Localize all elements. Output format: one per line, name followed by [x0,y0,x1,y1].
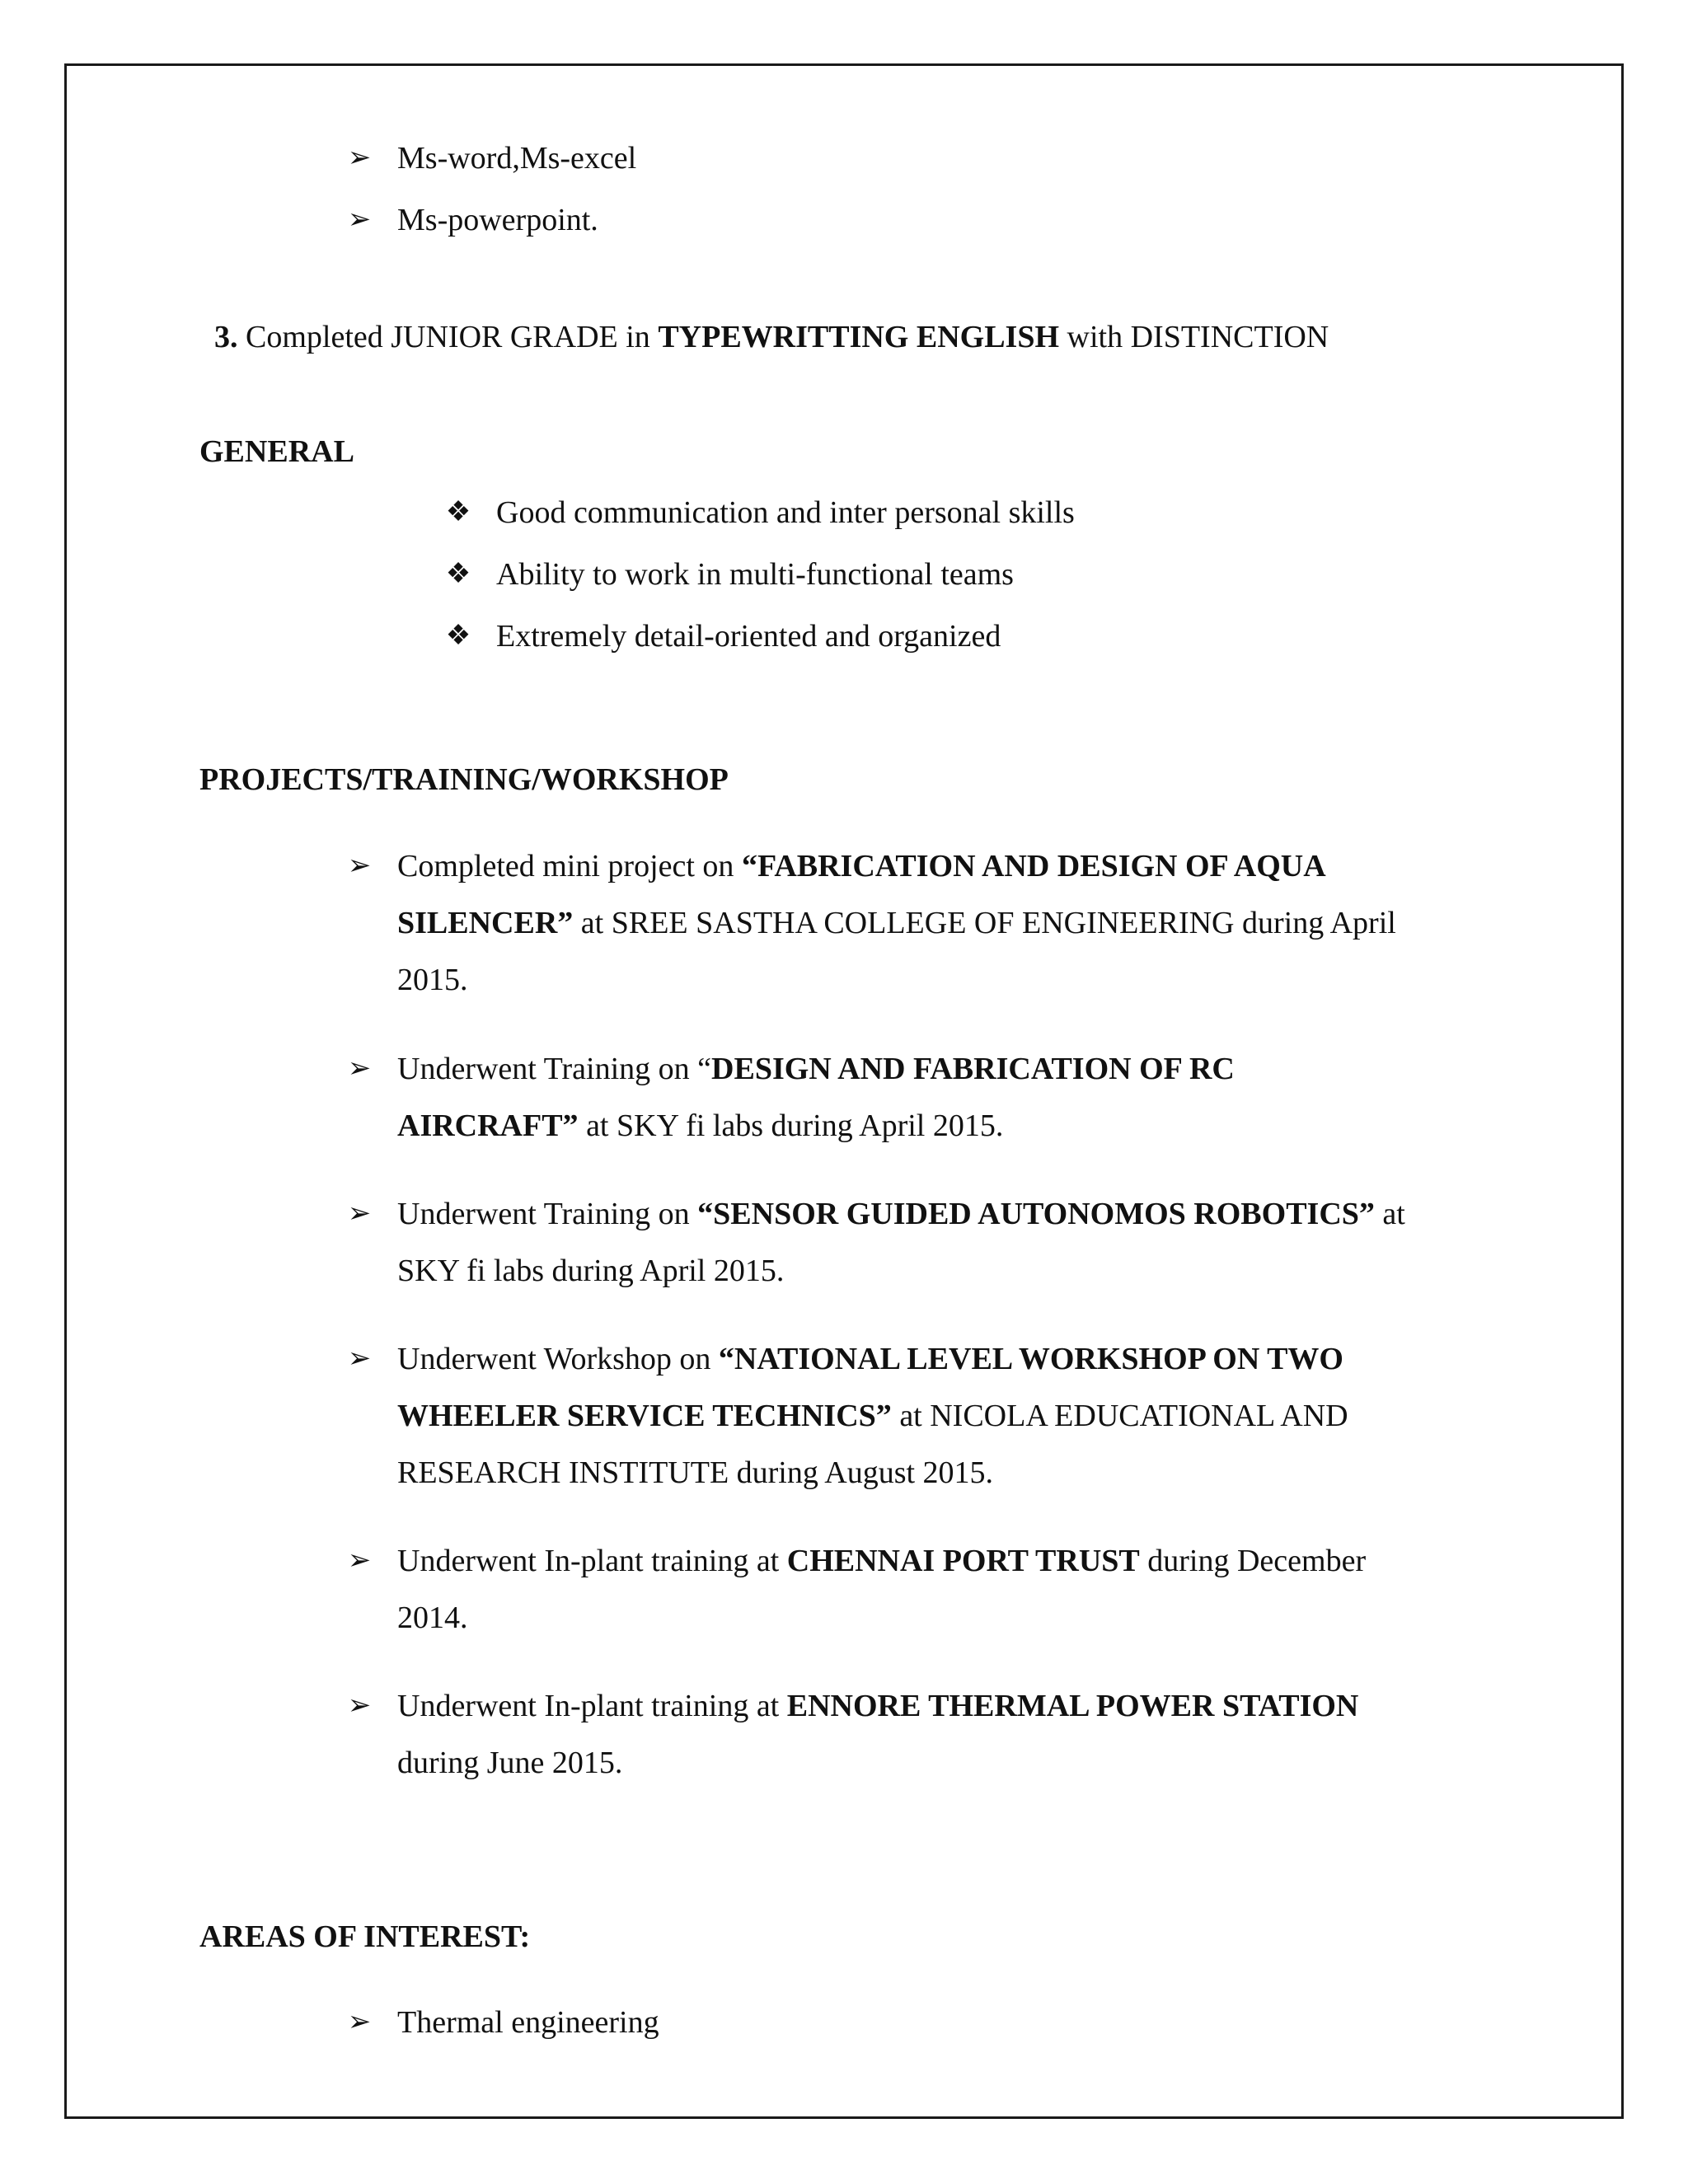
software-item: Ms-word,Ms-excel [397,141,637,176]
arrow-bullet-icon: ➢ [347,851,372,881]
project-item-line [397,1197,1405,1230]
arrow-bullet-icon: ➢ [347,1053,372,1084]
typewriting-number: 3. [214,320,238,354]
project-item-line: during June 2015. [397,1746,623,1780]
software-item: Ms-powerpoint. [397,203,598,237]
project-text: at SREE SASTHA COLLEGE OF ENGINEERING during April [573,906,1396,940]
arrow-bullet-icon: ➢ [347,1198,372,1229]
project-item-line: 2014. [397,1601,468,1635]
project-item-line [397,1399,1348,1432]
project-bold: CHENNAI PORT TRUST [786,1544,1140,1578]
general-item: Good communication and inter personal skills [496,495,1075,530]
project-text: at [1374,1197,1405,1231]
project-bold: DESIGN AND FABRICATION OF RC [711,1052,1235,1086]
project-item-line [397,1343,1343,1376]
project-text: Underwent Workshop on [397,1342,719,1376]
typewriting-bold: TYPEWRITTING ENGLISH [658,320,1060,354]
projects-heading: PROJECTS/TRAINING/WORKSHOP [199,762,729,797]
project-item-line [397,1109,1003,1142]
project-item-line [397,907,1396,940]
diamond-bullet-icon: ❖ [445,497,471,527]
general-heading: GENERAL [199,434,354,469]
project-text: Underwent In-plant training at [397,1689,787,1723]
project-bold: AIRCRAFT” [397,1108,579,1143]
page-border [64,63,1624,2119]
project-bold: “FABRICATION AND DESIGN OF AQUA [741,849,1326,883]
project-item-line [397,1052,1235,1085]
project-item-line: 2015. [397,963,468,997]
typewriting-text-1: Completed JUNIOR GRADE in [237,320,659,354]
project-text: Underwent Training on [397,1197,698,1231]
interests-heading: AREAS OF INTEREST: [199,1919,531,1954]
project-item-line [397,850,1326,883]
arrow-bullet-icon: ➢ [347,143,372,173]
project-item-line [397,1544,1366,1577]
project-bold: “NATIONAL LEVEL WORKSHOP ON TWO [718,1342,1343,1376]
project-text: Completed mini project on [397,849,742,883]
project-text: at NICOLA EDUCATIONAL AND [891,1399,1348,1433]
project-text: during December [1139,1544,1367,1578]
arrow-bullet-icon: ➢ [347,204,372,235]
interest-item: Thermal engineering [397,2005,659,2040]
project-bold: ENNORE THERMAL POWER STATION [786,1689,1359,1723]
general-item: Ability to work in multi-functional teams [496,557,1014,592]
arrow-bullet-icon: ➢ [347,1545,372,1576]
diamond-bullet-icon: ❖ [445,559,471,589]
arrow-bullet-icon: ➢ [347,2007,372,2037]
typewriting-text-2: with DISTINCTION [1059,320,1329,354]
project-bold: SILENCER” [397,906,574,940]
typewriting-line [214,321,1329,354]
project-text: Underwent In-plant training at [397,1544,787,1578]
project-text: at SKY fi labs during April 2015. [578,1108,1004,1143]
arrow-bullet-icon: ➢ [347,1343,372,1374]
project-bold: “SENSOR GUIDED AUTONOMOS ROBOTICS” [697,1197,1375,1231]
general-item: Extremely detail-oriented and organized [496,619,1001,654]
project-item-line [397,1690,1358,1722]
project-item-line: SKY fi labs during April 2015. [397,1254,785,1288]
arrow-bullet-icon: ➢ [347,1690,372,1721]
project-text: Underwent Training on “ [397,1052,712,1086]
diamond-bullet-icon: ❖ [445,621,471,651]
project-item-line: RESEARCH INSTITUTE during August 2015. [397,1455,994,1490]
project-bold: WHEELER SERVICE TECHNICS” [397,1399,892,1433]
